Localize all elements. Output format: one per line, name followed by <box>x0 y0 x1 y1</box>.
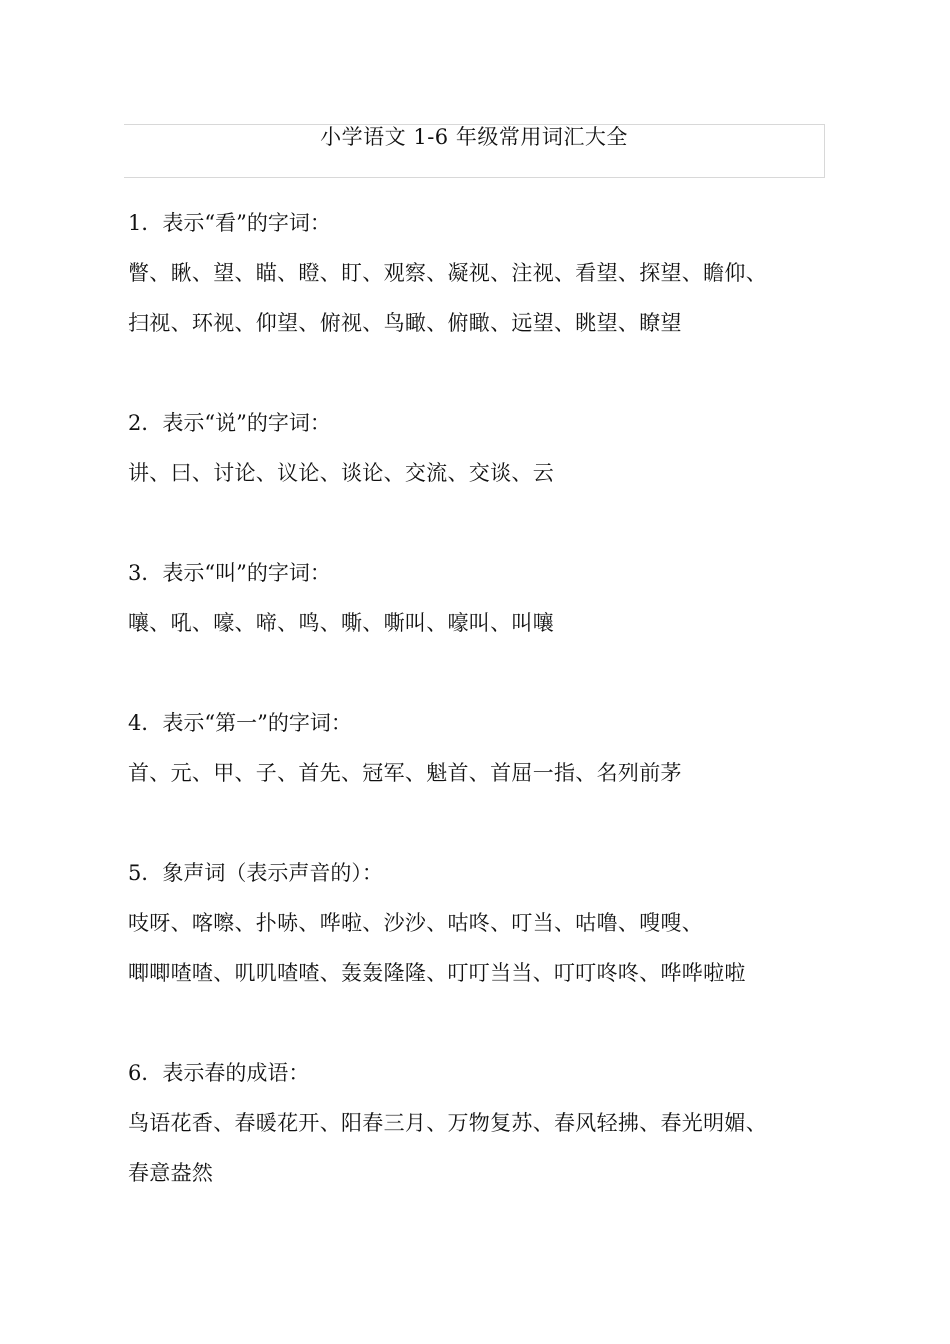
page-title: 小学语文 1-6 年级常用词汇大全 <box>320 125 628 149</box>
word-line: 讲、曰、讨论、议论、谈论、交流、交谈、云 <box>128 461 554 485</box>
section-call-words <box>128 548 828 648</box>
title-box <box>124 124 825 178</box>
section-gap <box>128 648 828 698</box>
section-heading: 5．象声词（表示声音的）： <box>128 861 383 885</box>
word-line: 唧唧喳喳、叽叽喳喳、轰轰隆隆、叮叮当当、叮叮咚咚、哗哗啦啦 <box>128 961 746 985</box>
word-line: 首、元、甲、子、首先、冠军、魁首、首屈一指、名列前茅 <box>128 761 682 785</box>
section-heading: 2．表示“说”的字词： <box>128 411 331 435</box>
section-heading: 3．表示“叫”的字词： <box>128 561 331 585</box>
section-first-words <box>128 698 828 798</box>
section-gap <box>128 498 828 548</box>
section-look-words <box>128 198 828 348</box>
section-heading: 6．表示春的成语： <box>128 1061 310 1085</box>
section-heading: 1．表示“看”的字词： <box>128 211 331 235</box>
section-heading: 4．表示“第一”的字词： <box>128 711 352 735</box>
section-onomatopoeia <box>128 848 828 998</box>
word-line: 春意盎然 <box>128 1161 214 1185</box>
section-gap <box>128 998 828 1048</box>
word-line: 扫视、环视、仰望、俯视、鸟瞰、俯瞰、远望、眺望、瞭望 <box>128 311 682 335</box>
section-say-words <box>128 398 828 498</box>
word-line: 嚷、吼、嚎、啼、鸣、嘶、嘶叫、嚎叫、叫嚷 <box>128 611 554 635</box>
section-spring-idioms <box>128 1048 828 1198</box>
word-line: 瞥、瞅、望、瞄、瞪、盯、观察、凝视、注视、看望、探望、瞻仰、 <box>128 261 767 285</box>
word-line: 鸟语花香、春暖花开、阳春三月、万物复苏、春风轻拂、春光明媚、 <box>128 1111 767 1135</box>
section-gap <box>128 798 828 848</box>
word-line: 吱呀、喀嚓、扑哧、哗啦、沙沙、咕咚、叮当、咕噜、嗖嗖、 <box>128 911 704 935</box>
section-gap <box>128 348 828 398</box>
document-body <box>128 198 828 1198</box>
